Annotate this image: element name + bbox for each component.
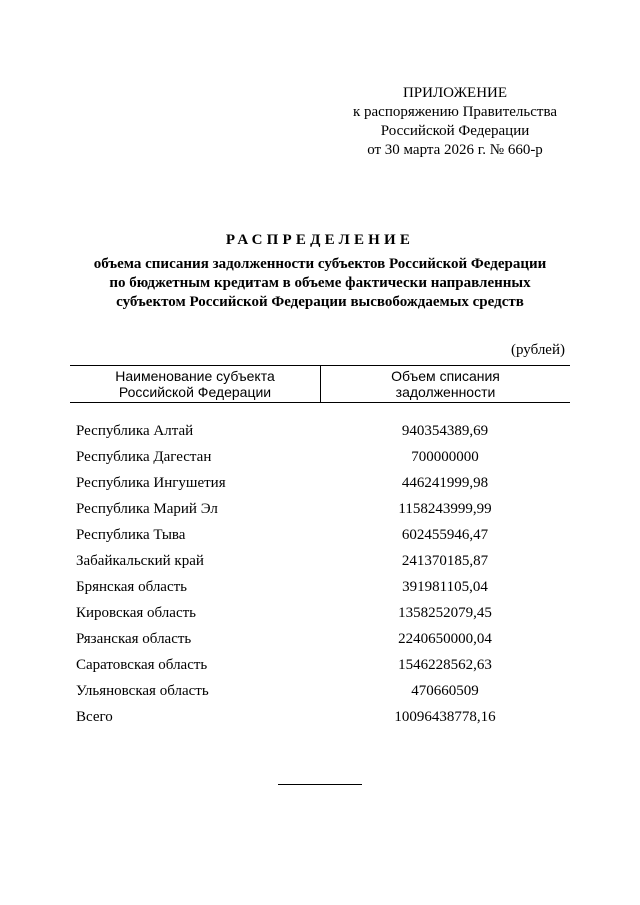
units-label: (рублей) [510,342,565,358]
row-subject: Брянская область [76,578,188,595]
row-subject: Саратовская область [76,656,208,673]
row-amount: 700000000 [411,448,479,465]
subtitle-line: по бюджетным кредитам в объеме фактически направленных [109,275,531,291]
appendix-block [330,84,580,160]
table-body [76,418,570,730]
appendix-line: Российской Федерации [380,123,530,139]
appendix-line: к распоряжению Правительства [352,104,557,120]
table-row [76,470,570,496]
row-subject: Ульяновская область [76,682,209,699]
table-row [76,418,570,444]
row-subject: Республика Дагестан [76,448,212,465]
appendix-date-line: от 30 марта 2026 г. № 660-р [367,142,543,158]
document-subtitle [40,255,600,312]
row-subject: Республика Ингушетия [76,474,226,491]
row-subject: Рязанская область [76,630,192,647]
table-header [70,365,570,403]
row-subject: Кировская область [76,604,197,621]
row-amount: 1358252079,45 [398,604,492,621]
table-row [76,600,570,626]
row-subject: Забайкальский край [76,552,204,569]
table-row [76,652,570,678]
subtitle-line: объема списания задолженности субъектов Российской Федерации [93,256,547,272]
table-row [76,496,570,522]
table-row [76,522,570,548]
row-amount: 602455946,47 [401,526,489,543]
header-text: Объем списания [391,368,500,384]
row-amount: 1546228562,63 [398,656,492,673]
row-amount: 1158243999,99 [398,500,492,517]
row-subject: Республика Алтай [76,422,194,439]
closing-rule [278,784,362,785]
row-amount: 446241999,98 [401,474,489,491]
table-row [76,548,570,574]
row-amount: 470660509 [411,682,479,699]
row-amount: 241370185,87 [401,552,489,569]
total-row [76,704,570,730]
header-text: Наименование субъекта [115,368,275,384]
table-row [76,678,570,704]
row-amount: 391981105,04 [402,578,488,595]
total-label: Всего [76,708,113,725]
table-row [76,574,570,600]
appendix-heading: ПРИЛОЖЕНИЕ [402,85,508,101]
header-text: Российской Федерации [118,384,272,400]
header-text: задолженности [395,384,496,400]
row-amount: 2240650000,04 [398,630,492,647]
table-row [76,444,570,470]
table-row [76,626,570,652]
row-subject: Республика Марий Эл [76,500,218,517]
subtitle-line: субъектом Российской Федерации высвобождаемых средств [116,294,524,310]
document-title: РАСПРЕДЕЛЕНИЕ [225,232,415,248]
row-amount: 940354389,69 [401,422,489,439]
header-cell-amount [321,366,570,402]
header-cell-subject [70,366,321,402]
row-subject: Республика Тыва [76,526,186,543]
total-amount: 10096438778,16 [394,708,496,725]
